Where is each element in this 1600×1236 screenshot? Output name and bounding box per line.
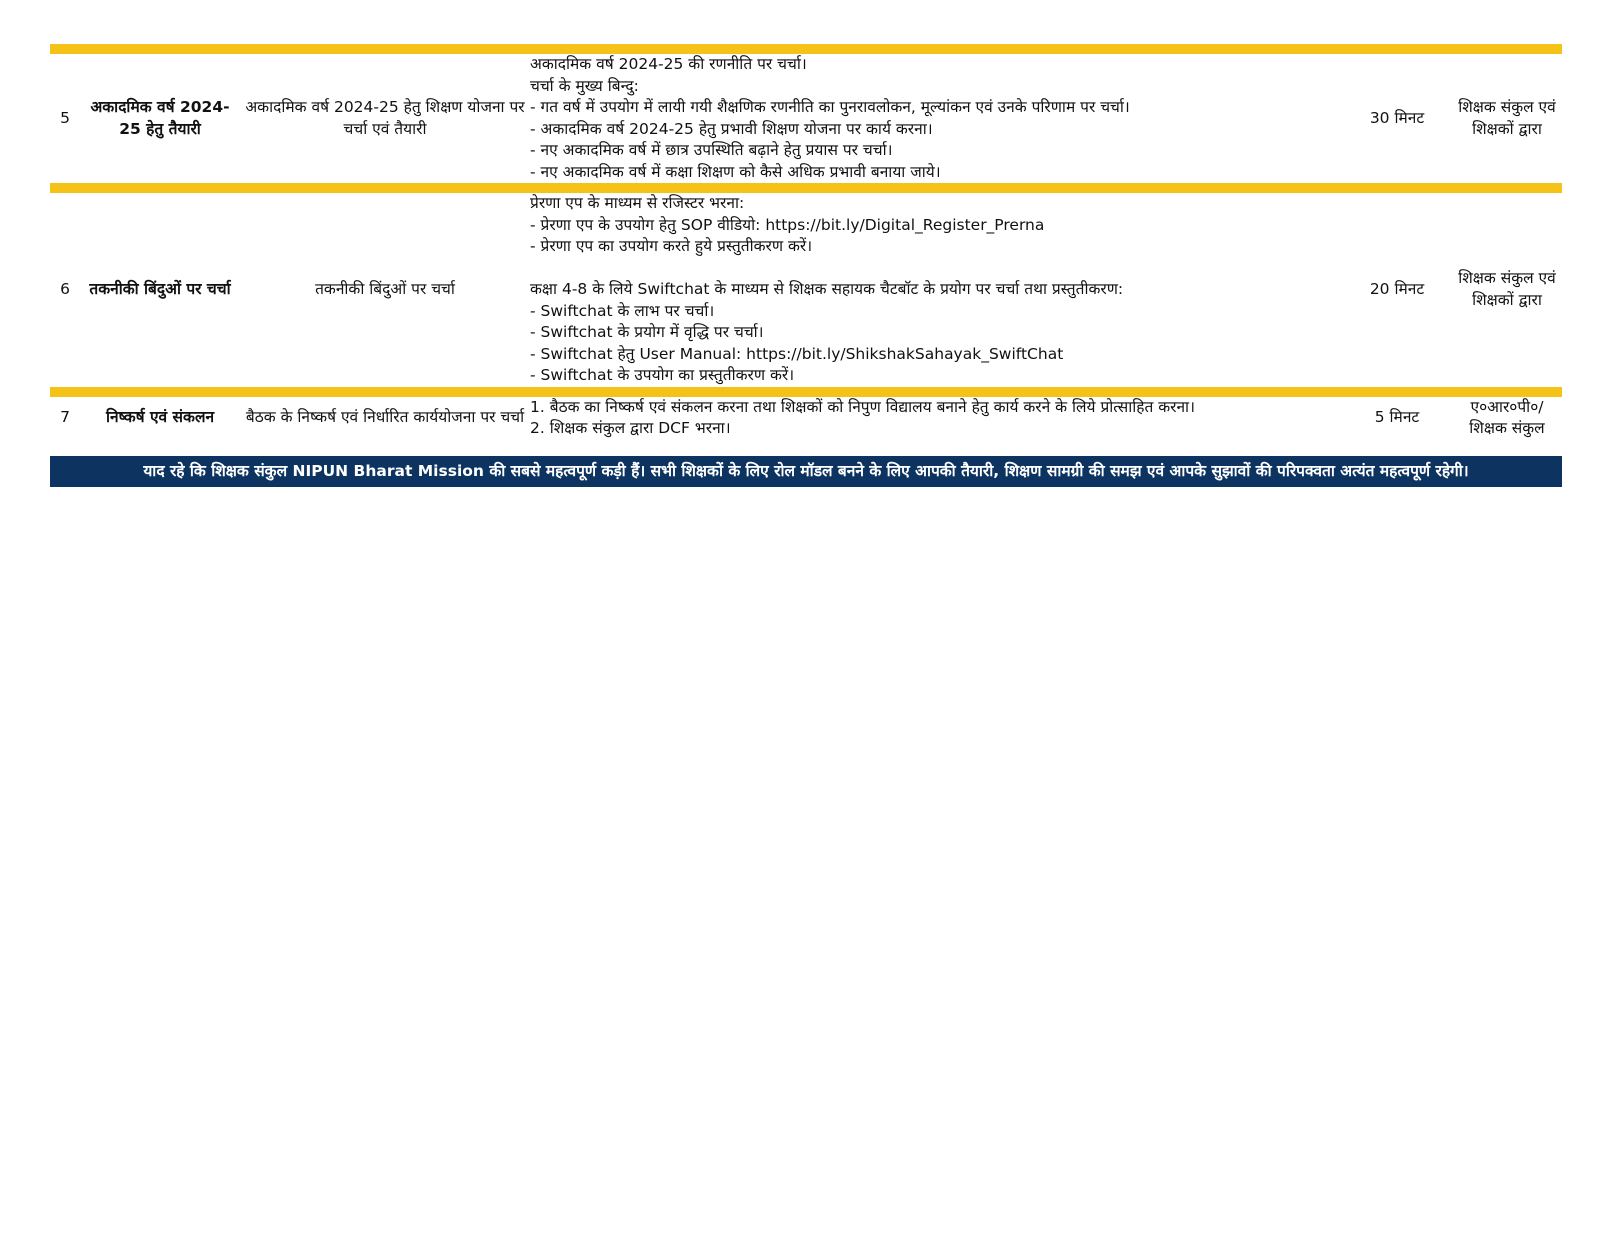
detail-line: - Swiftchat के उपयोग का प्रस्तुतीकरण करें। [530, 366, 795, 384]
table-row [50, 54, 1562, 183]
row-title: निष्कर्ष एवं संकलन [105, 408, 215, 427]
table-row [50, 193, 1562, 387]
row-number: 5 [60, 108, 70, 127]
agenda-page [50, 44, 1562, 487]
row-separator [50, 387, 1562, 397]
detail-line [530, 258, 1342, 280]
detail-line: 1. बैठक का निष्कर्ष एवं संकलन करना तथा शिक्षकों को निपुण विद्यालय बनाने हेतु कार्य करने के लिये प्रोत्साहित करना। [530, 397, 1195, 416]
row-details [530, 54, 1342, 183]
detail-line: - नए अकादमिक वर्ष में कक्षा शिक्षण को कैसे अधिक प्रभावी बनाया जाये। [530, 162, 941, 181]
row-number: 7 [60, 408, 70, 427]
row-topic: बैठक के निष्कर्ष एवं निर्धारित कार्ययोजना पर चर्चा [245, 408, 525, 427]
agenda-table [50, 44, 1562, 440]
detail-line: - Swiftchat के प्रयोग में वृद्धि पर चर्चा। [530, 323, 764, 341]
row-details [530, 193, 1342, 387]
detail-line: - प्रेरणा एप का उपयोग करते हुये प्रस्तुतीकरण करें। [530, 237, 813, 255]
detail-line: चर्चा के मुख्य बिन्दु: [530, 76, 639, 95]
row-number: 6 [60, 280, 70, 298]
row-duration: 5 मिनट [1374, 408, 1420, 427]
detail-line: - गत वर्ष में उपयोग में लायी गयी शैक्षणिक रणनीति का पुनरावलोकन, मूल्यांकन एवं उनके परिणाम पर चर्चा। [530, 98, 1130, 116]
row-details [530, 397, 1342, 440]
detail-line: - Swiftchat के लाभ पर चर्चा। [530, 301, 715, 320]
row-duration: 30 मिनट [1369, 108, 1425, 127]
row-topic: अकादमिक वर्ष 2024-25 हेतु शिक्षण योजना पर चर्चा एवं तैयारी [245, 98, 525, 138]
row-title: तकनीकी बिंदुओं पर चर्चा [89, 280, 231, 298]
detail-line: प्रेरणा एप के माध्यम से रजिस्टर भरना: [530, 194, 745, 212]
reminder-banner: याद रहे कि शिक्षक संकुल NIPUN Bharat Mission की सबसे महत्वपूर्ण कड़ी हैं। सभी शिक्षकों के लिए रोल मॉडल बनने के लिए आपकी तैयारी, शिक्षण सामग्री की समझ एवं आपके सुझावों की परिपक्वता अत्यंत महत्वपूर्ण रहेगी। [50, 456, 1562, 488]
row-topic: तकनीकी बिंदुओं पर चर्चा [315, 280, 455, 298]
row-duration: 20 मिनट [1369, 280, 1425, 298]
detail-line: - अकादमिक वर्ष 2024-25 हेतु प्रभावी शिक्षण योजना पर कार्य करना। [530, 119, 933, 138]
row-separator [50, 183, 1562, 193]
table-row [50, 397, 1562, 440]
detail-line: अकादमिक वर्ष 2024-25 की रणनीति पर चर्चा। [530, 55, 807, 73]
row-title: अकादमिक वर्ष 2024-25 हेतु तैयारी [90, 98, 230, 138]
row-responsible: शिक्षक संकुल एवं शिक्षकों द्वारा [1458, 98, 1556, 138]
detail-line: कक्षा 4-8 के लिये Swiftchat के माध्यम से शिक्षक सहायक चैटबॉट के प्रयोग पर चर्चा तथा प्रस्तुतीकरण: [530, 280, 1124, 298]
detail-line: - प्रेरणा एप के उपयोग हेतु SOP वीडियो: https://bit.ly/Digital_Register_Prerna [530, 215, 1045, 234]
detail-line: - नए अकादमिक वर्ष में छात्र उपस्थिति बढ़ाने हेतु प्रयास पर चर्चा। [530, 141, 893, 159]
row-separator [50, 44, 1562, 54]
row-responsible: ए०आर०पी०/ शिक्षक संकुल [1469, 397, 1545, 437]
row-responsible: शिक्षक संकुल एवं शिक्षकों द्वारा [1458, 269, 1556, 309]
detail-line: 2. शिक्षक संकुल द्वारा DCF भरना। [530, 419, 731, 437]
detail-line: - Swiftchat हेतु User Manual: https://bit.ly/ShikshakSahayak_SwiftChat [530, 344, 1064, 363]
